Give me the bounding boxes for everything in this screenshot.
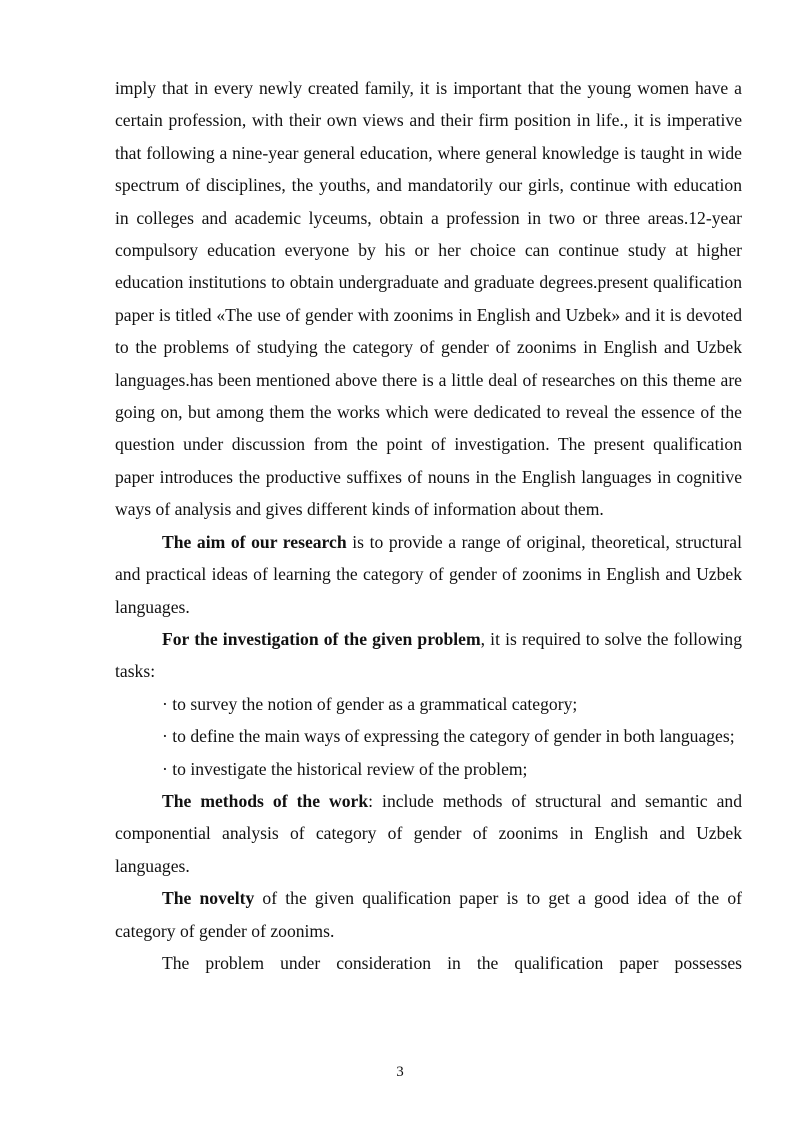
methods-text: : include methods of structural and semantic and componential analysis of category of gender of zoonims in English and Uzbek languages. [115,790,743,876]
page-number: 3 [396,1064,404,1080]
aim-text: is to provide a range of original, theoretical, structural and practical ideas of learning the category of gender of zoonims in English and Uzbek languages. [115,531,742,617]
investigation-heading: For the investigation of the given problem [162,628,481,649]
paragraph-novelty [115,882,742,947]
novelty-heading: The novelty [162,888,255,909]
task-item-2: · to define the main ways of expressing the category of gender in both languages; [162,726,735,747]
paragraph-investigation [115,623,742,688]
investigation-text: , it is required to solve the following tasks: [115,628,742,682]
task-item-1: · to survey the notion of gender as a grammatical category; [162,693,578,714]
task-item-3: · to investigate the historical review of the problem; [162,758,528,779]
paragraph-aim [115,526,742,623]
methods-heading: The methods of the work [162,790,369,811]
document-body [115,72,742,979]
aim-heading: The aim of our research [162,531,347,552]
paragraph-intro: imply that in every newly created family, it is important that the young women have a certain profession, with their own views and their firm position in life., it is imperative that following a nine-year general education, where general knowledge is taught in wide spectrum of disciplines, the youths, and mandatorily our girls, continue with education in colleges and academic lyceums, obtain a profession in two or three areas.12-year compulsory education everyone by his or her choice can continue study at higher education institutions to obtain undergraduate and graduate degrees.present qualification paper is titled «The use of gender with zoonims in English and Uzbek» and it is devoted to the problems of studying the category of gender of zoonims in English and Uzbek languages.has been mentioned above there is a little deal of researches on this theme are going on, but among them the works which were dedicated to reveal the essence of the question under discussion from the point of investigation. The present qualification paper introduces the productive suffixes of nouns in the English languages in cognitive ways of analysis and gives different kinds of information about them. [115,78,742,520]
paragraph-methods [115,785,742,882]
paragraph-problem: The problem under consideration in the qualification paper possesses [162,952,742,973]
novelty-text: of the given qualification paper is to get a good idea of the of category of gender of zoonims. [115,888,742,941]
